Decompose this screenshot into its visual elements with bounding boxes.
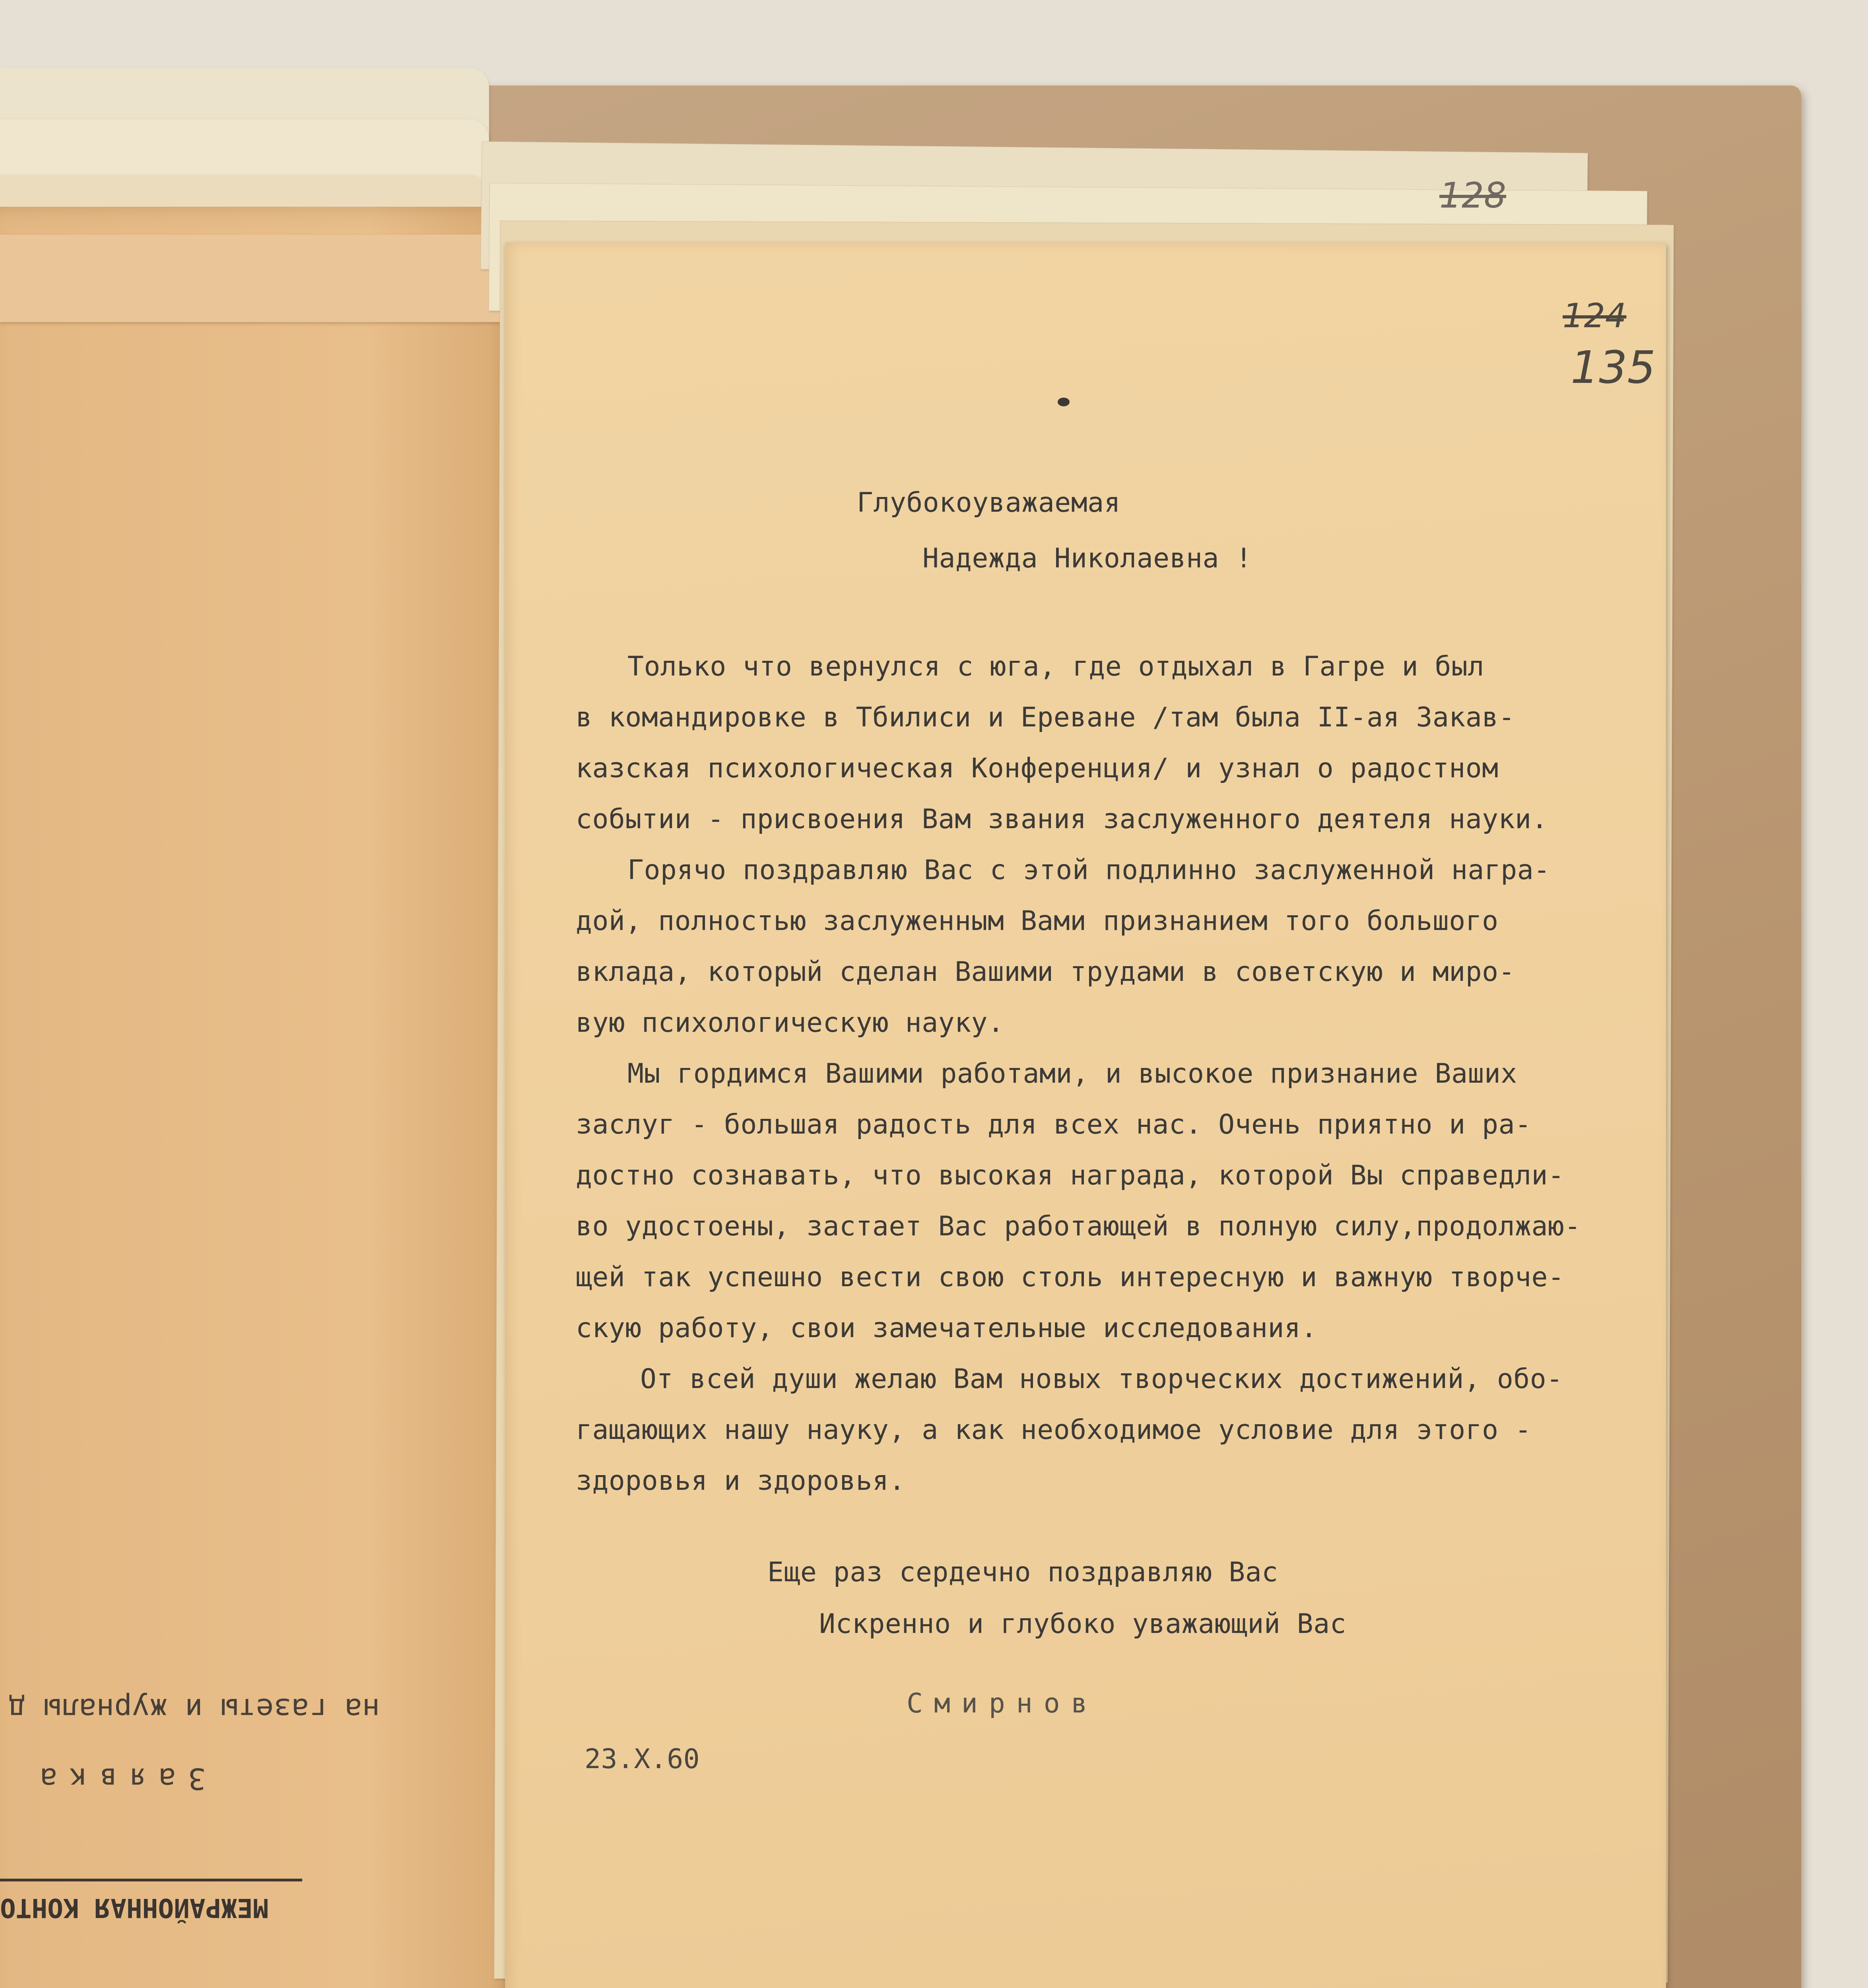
body-line: Только что вернулся с юга, где отдыхал в Гагре и был [627, 651, 1484, 682]
body-line: Мы гордимся Вашими работами, и высокое признание Ваших [627, 1058, 1517, 1089]
body-line: событии - присвоения Вам звания заслуженного деятеля науки. [576, 804, 1548, 835]
body-line: достно сознавать, что высокая награда, которой Вы справедли- [576, 1160, 1565, 1191]
body-line: От всей души желаю Вам новых творческих достижений, обо- [640, 1363, 1563, 1395]
left-page-text-line: на газеты и журналы д [8, 1692, 380, 1726]
body-line: в командировке в Тбилиси и Ереване /там была II-ая Закав- [576, 702, 1515, 733]
body-line: щей так успешно вести свою столь интересную и важную творче- [576, 1262, 1565, 1293]
left-page-title: Заявка [28, 1761, 206, 1796]
body-line: вклада, который сделан Вашими трудами в советскую и миро- [576, 956, 1515, 988]
body-line: гащающих нашу науку, а как необходимое условие для этого - [576, 1414, 1532, 1446]
closing-line-2: Искренно и глубоко уважающий Вас [819, 1608, 1347, 1640]
body-line: здоровья и здоровья. [576, 1465, 905, 1497]
body-line: Горячо поздравляю Вас с этой подлинно заслуженной награ- [627, 854, 1550, 886]
body-line: скую работу, свои замечательные исследования. [576, 1312, 1317, 1344]
salutation-line-2: Надежда Николаевна ! [922, 543, 1252, 574]
folio-number: 135 [1571, 342, 1656, 394]
salutation-line-1: Глубокоуважаемая [857, 487, 1121, 518]
body-line: вую психологическую науку. [576, 1007, 1004, 1039]
body-line: казская психологическая Конференция/ и узнал о радостном [576, 753, 1499, 784]
body-line: заслуг - большая радость для всех нас. Очень приятно и ра- [576, 1109, 1532, 1140]
left-page-rule [0, 1879, 302, 1881]
body-line: во удостоены, застает Вас работающей в полную силу,продолжаю- [576, 1211, 1581, 1242]
left-page-top [0, 235, 501, 322]
left-page-stamp: МЕЖРАЙОННАЯ КОНТО [0, 1893, 269, 1923]
folio-number-struck: 128 [1439, 175, 1506, 216]
signature: Смирнов [907, 1688, 1099, 1719]
body-line: дой, полностью заслуженным Вами признанием того большого [576, 905, 1499, 937]
letter-date: 23.X.60 [584, 1743, 700, 1775]
ink-mark [1058, 398, 1070, 406]
folio-number-struck: 124 [1563, 296, 1627, 335]
closing-line-1: Еще раз сердечно поздравляю Вас [767, 1557, 1278, 1588]
